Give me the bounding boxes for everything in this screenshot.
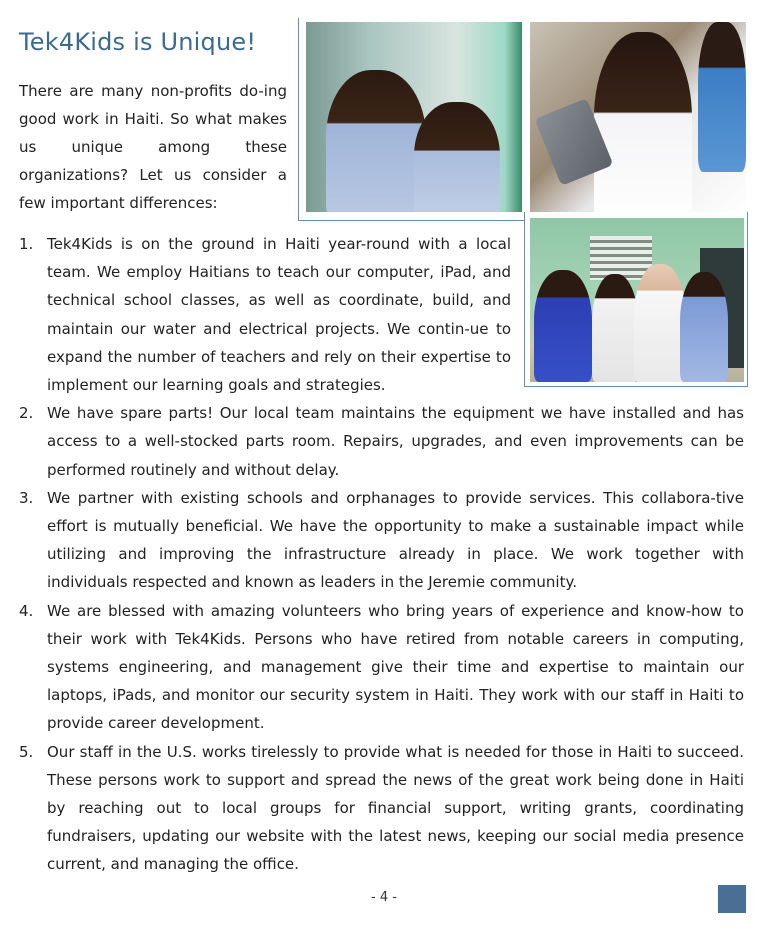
list-item-text: We partner with existing schools and orphanages to provide services. This collabora-tive effort is mutually beneficial. We have the opportunity to make a sustainable impact while utilizing and improving the infrastructure already in place. We work together with individuals respected and known as leaders in the Jeremie community. <box>47 488 744 592</box>
corner-decoration <box>718 885 746 913</box>
list-item-number: 3. <box>19 488 34 507</box>
page-number: - 4 - <box>371 890 397 905</box>
list-item-text: Tek4Kids is on the ground in Haiti year-round with a local team. We employ Haitians to teach our computer, iPad, and technical school classes, as well as coordinate, build, and maintain our water and electrical projects. We contin-ue to expand the number of teachers and rely on their expertise to implement our learning goals and strategies. <box>47 235 511 395</box>
list-item-text: We have spare parts! Our local team maintains the equipment we have installed and has access to a well-stocked parts room. Repairs, upgrades, and even improvements can be performed routinely and without delay. <box>47 404 744 479</box>
list-item-text: Our staff in the U.S. works tirelessly to provide what is needed for those in Haiti to succeed. These persons work to support and spread the news of the great work being done in Haiti by reaching out to local groups for financial support, writing grants, coordinating fundraisers, updating our website with the latest news, keeping our social media presence current, and managing the office. <box>47 742 744 874</box>
list-item-number: 1. <box>19 235 34 253</box>
boy-right-figure <box>414 102 500 212</box>
intro-paragraph: There are many non-profits do-ing good work in Haiti. So what makes us unique among these organizations? Let us consider a few important differences: <box>19 82 287 212</box>
background-student <box>698 22 746 172</box>
list-item <box>19 230 511 399</box>
boy-left-figure <box>326 70 426 212</box>
differences-list <box>19 230 744 879</box>
boy-figure <box>594 32 692 212</box>
page-title: Tek4Kids is Unique! <box>19 28 257 56</box>
photo-boy-with-ipad <box>530 22 746 212</box>
list-item <box>19 484 744 597</box>
list-item <box>19 597 744 738</box>
list-item <box>19 399 744 484</box>
list-item-text: We are blessed with amazing volunteers who bring years of experience and know-how to their work with Tek4Kids. Persons who have retired from notable careers in computing, systems engineering, and management give their time and expertise to maintain our laptops, iPads, and monitor our security system in Haiti. They work with our staff in Haiti to provide career development. <box>47 601 744 733</box>
photo-two-boys <box>306 22 522 212</box>
list-item <box>19 738 744 879</box>
list-item-number: 4. <box>19 601 34 620</box>
list-item-number: 2. <box>19 404 34 423</box>
list-item-number: 5. <box>19 742 34 761</box>
